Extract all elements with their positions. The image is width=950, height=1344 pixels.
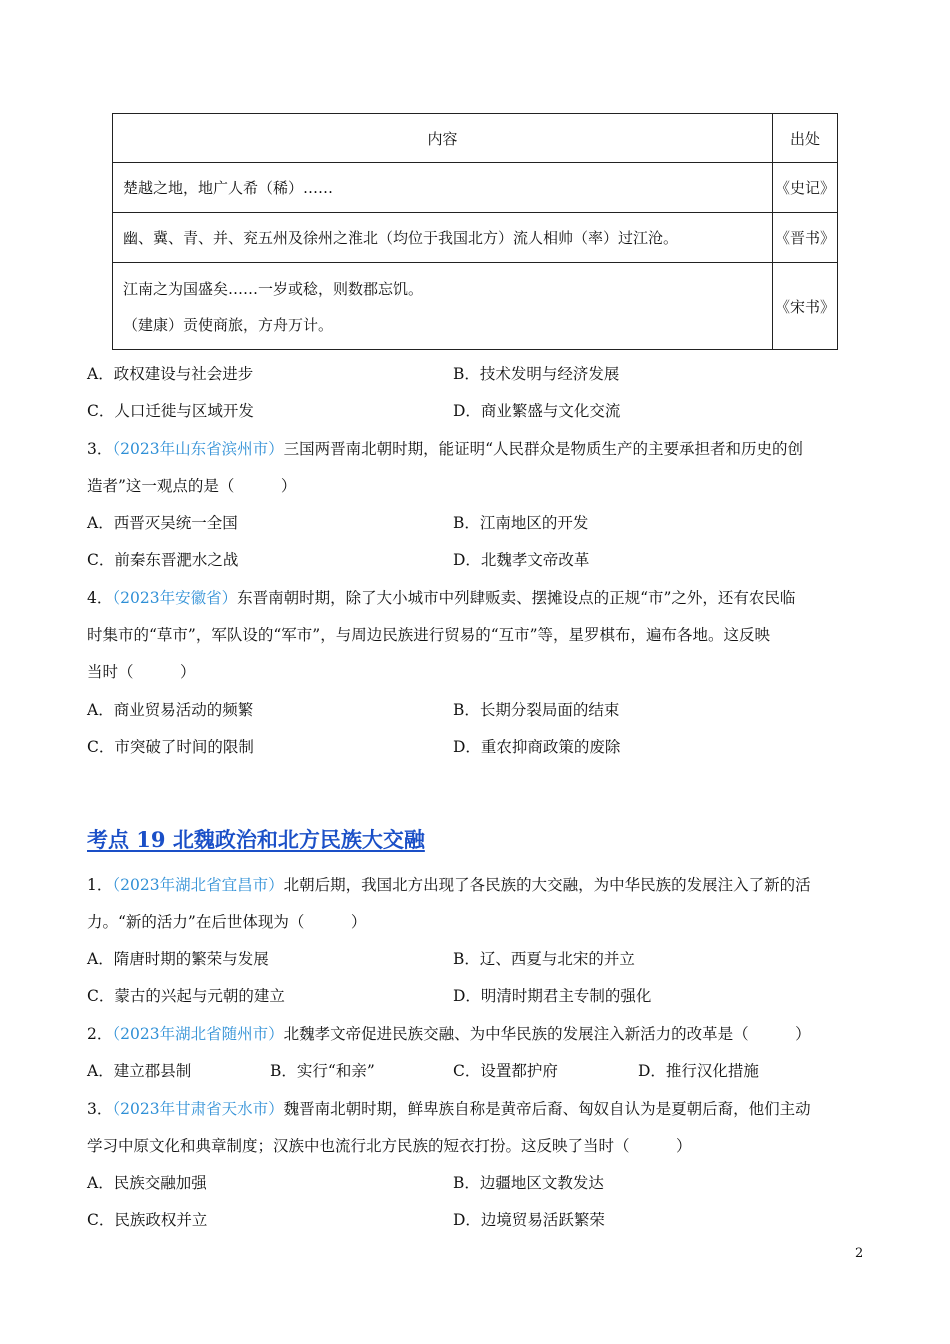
option-b: B．边疆地区文教发达: [453, 1174, 604, 1192]
option-d: D．商业繁盛与文化交流: [453, 402, 621, 420]
option-d: D．重农抑商政策的废除: [453, 738, 621, 756]
row-content: [113, 263, 773, 350]
option-b: B．辽、西夏与北宋的并立: [453, 950, 635, 968]
source-table: [112, 113, 838, 350]
question-1-line2: 力。“新的活力”在后世体现为（ ）: [87, 913, 367, 931]
option-d: D．推行汉化措施: [638, 1062, 759, 1080]
question-text: 魏晋南北朝时期，鲜卑族自称是黄帝后裔、匈奴自认为是夏朝后裔，他们主动: [283, 1100, 811, 1118]
row-source: 《史记》: [773, 163, 838, 213]
option-c: C．市突破了时间的限制: [87, 738, 254, 756]
question-4-line1: [87, 586, 795, 608]
row-source: 《晋书》: [773, 213, 838, 263]
row-content: 幽、冀、青、并、兖五州及徐州之淮北（均位于我国北方）流人相帅（率）过江沧。: [113, 213, 773, 263]
option-c: C．设置都护府: [453, 1062, 558, 1080]
table-row: [113, 263, 838, 350]
option-c: C．民族政权并立: [87, 1211, 208, 1229]
question-3-line1: [87, 1097, 811, 1119]
table-row: [113, 213, 838, 263]
question-3-line2: 造者”这一观点的是（ ）: [87, 477, 297, 495]
table-header-row: [113, 114, 838, 163]
option-a: A．建立郡县制: [87, 1062, 192, 1080]
question-text: 东晋南朝时期，除了大小城市中列肆贩卖、摆摊设点的正规“市”之外，还有农民临: [237, 589, 796, 607]
option-c: C．人口迁徙与区域开发: [87, 402, 254, 420]
option-a: A．民族交融加强: [87, 1174, 207, 1192]
row-content: 楚越之地，地广人希（稀）……: [113, 163, 773, 213]
question-4-line2: 时集市的“草市”，军队设的“军市”，与周边民族进行贸易的“互市”等，星罗棋布，遍布各地。这反映: [87, 626, 771, 644]
header-source: 出处: [773, 114, 838, 163]
option-d: D．明清时期君主专制的强化: [453, 987, 652, 1005]
row-source: 《宋书》: [773, 263, 838, 350]
question-source-tag: （2023年湖北省宜昌市）: [112, 876, 284, 894]
option-b: B．实行“和亲”: [270, 1062, 375, 1080]
question-4-line3: 当时（ ）: [87, 663, 196, 681]
question-1-line1: [87, 873, 811, 895]
option-c: C．前秦东晋淝水之战: [87, 551, 239, 569]
option-c: C．蒙古的兴起与元朝的建立: [87, 987, 285, 1005]
question-source-tag: （2023年湖北省随州市）: [112, 1025, 284, 1043]
option-a: A．西晋灭吴统一全国: [87, 514, 238, 532]
option-a: A．商业贸易活动的频繁: [87, 701, 254, 719]
header-content: 内容: [113, 114, 773, 163]
question-text: 三国两晋南北朝时期，能证明“人民群众是物质生产的主要承担者和历史的创: [283, 440, 804, 458]
question-number: 1．: [87, 876, 113, 894]
question-source-tag: （2023年甘肃省天水市）: [112, 1100, 284, 1118]
question-number: 3．: [87, 1100, 113, 1118]
row-content-line1: 江南之为国盛矣……一岁或稔，则数郡忘饥。: [123, 279, 424, 298]
row-content-line2: （建康）贡使商旅，方舟万计。: [123, 315, 334, 334]
option-b: B．技术发明与经济发展: [453, 365, 620, 383]
option-a: A．隋唐时期的繁荣与发展: [87, 950, 269, 968]
section-heading: 考点 19 北魏政治和北方民族大交融: [87, 827, 425, 852]
question-text: 北朝后期，我国北方出现了各民族的大交融，为中华民族的发展注入了新的活: [283, 876, 811, 894]
question-source-tag: （2023年山东省滨州市）: [112, 440, 284, 458]
question-3-line1: [87, 437, 803, 459]
option-b: B．江南地区的开发: [453, 514, 589, 532]
question-source-tag: （2023年安徽省）: [112, 589, 238, 607]
question-3-line2: 学习中原文化和典章制度；汉族中也流行北方民族的短衣打扮。这反映了当时（ ）: [87, 1137, 692, 1155]
question-number: 2．: [87, 1025, 113, 1043]
question-text: 北魏孝文帝促进民族交融、为中华民族的发展注入新活力的改革是（ ）: [283, 1025, 811, 1043]
question-2-line1: [87, 1022, 811, 1044]
page-number: 2: [855, 1246, 864, 1261]
question-number: 3．: [87, 440, 113, 458]
option-d: D．边境贸易活跃繁荣: [453, 1211, 605, 1229]
question-number: 4．: [87, 589, 113, 607]
option-d: D．北魏孝文帝改革: [453, 551, 590, 569]
option-b: B．长期分裂局面的结束: [453, 701, 620, 719]
option-a: A．政权建设与社会进步: [87, 365, 254, 383]
table-row: [113, 163, 838, 213]
